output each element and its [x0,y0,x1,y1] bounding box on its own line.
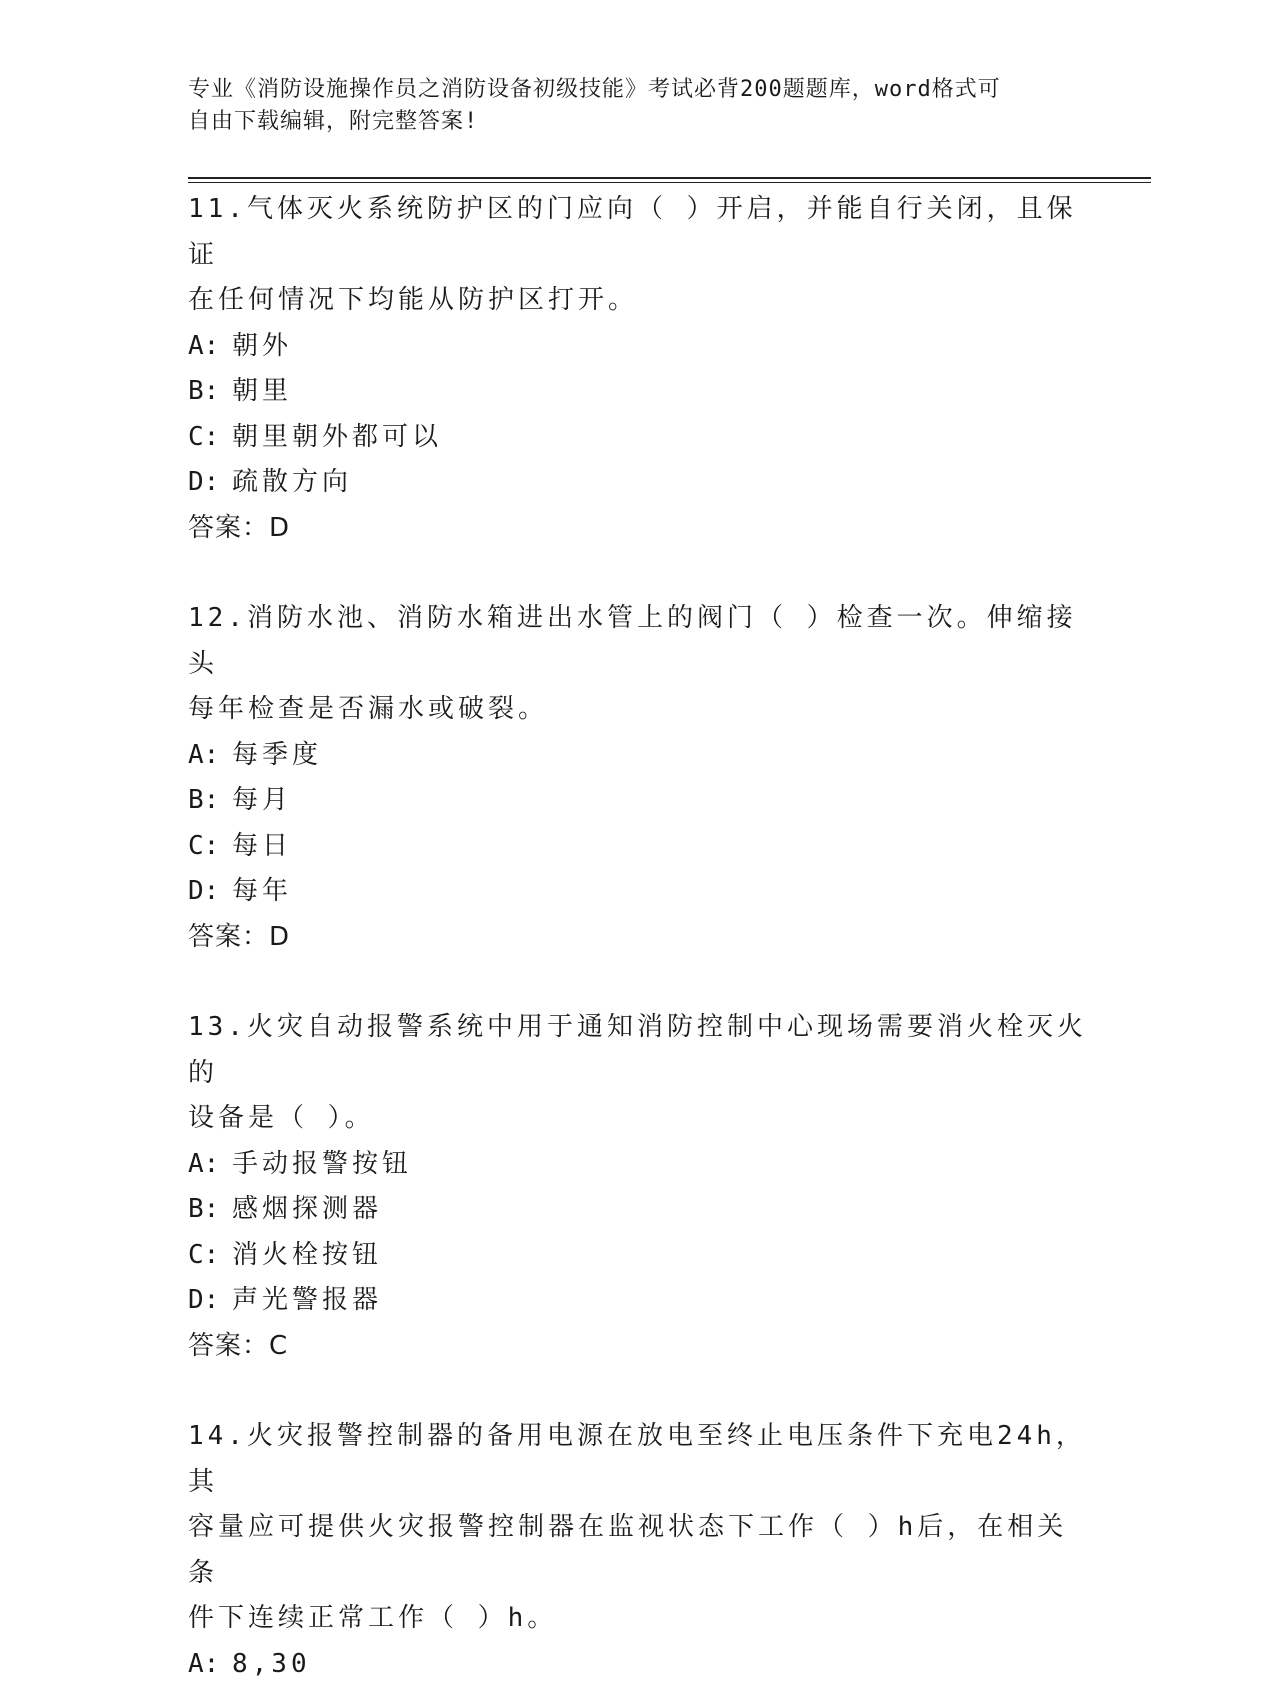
option-text: 每月 [232,785,292,815]
option-label: A: [188,324,232,370]
option-d [188,1278,1088,1324]
question-stem-line: 13.火灾自动报警系统中用于通知消防控制中心现场需要消火栓灭火的 [188,1005,1088,1096]
question-11 [188,187,1088,551]
option-a [188,324,1088,370]
question-stem-line: 11.气体灭火系统防护区的门应向（ ）开启，并能自行关闭，且保证 [188,187,1088,278]
option-text: 消火栓按钮 [232,1240,382,1270]
option-label: A: [188,1642,232,1687]
option-label: A: [188,1142,232,1188]
option-c [188,1233,1088,1279]
header-line-1: 专业《消防设施操作员之消防设备初级技能》考试必背200题题库，word格式可 [188,74,1088,106]
option-a [188,733,1088,779]
option-text: 朝外 [232,331,292,361]
question-stem-line: 设备是（ ）。 [188,1096,1088,1142]
question-list [188,187,1088,1687]
question-spacer [188,551,1088,596]
option-label: B: [188,369,232,415]
question-spacer [188,1369,1088,1414]
option-text: 手动报警按钮 [232,1149,412,1179]
option-text: 每年 [232,876,292,906]
question-stem-line: 在任何情况下均能从防护区打开。 [188,278,1088,324]
option-b [188,369,1088,415]
question-stem-line: 12.消防水池、消防水箱进出水管上的阀门（ ）检查一次。伸缩接头 [188,596,1088,687]
option-c [188,415,1088,461]
question-14 [188,1414,1088,1687]
option-text: 感烟探测器 [232,1194,382,1224]
option-label: C: [188,824,232,870]
option-label: C: [188,1233,232,1279]
question-stem-line: 件下连续正常工作（ ）h。 [188,1596,1088,1642]
question-stem-line: 容量应可提供火灾报警控制器在监视状态下工作（ ）h后，在相关条 [188,1505,1088,1596]
option-label: D: [188,869,232,915]
question-spacer [188,960,1088,1005]
option-b [188,778,1088,824]
option-label: A: [188,733,232,779]
option-text: 每季度 [232,740,322,770]
option-label: D: [188,460,232,506]
option-text: 疏散方向 [232,467,352,497]
option-label: B: [188,1187,232,1233]
document-header [188,74,1088,138]
question-12 [188,596,1088,960]
option-text: 8,30 [232,1649,311,1679]
option-label: C: [188,415,232,461]
option-a [188,1642,1088,1687]
option-label: B: [188,778,232,824]
question-13 [188,1005,1088,1369]
header-rule-thin [188,182,1151,183]
option-c [188,824,1088,870]
answer-line: 答案：C [188,1324,1088,1370]
question-stem-line: 每年检查是否漏水或破裂。 [188,687,1088,733]
answer-line: 答案：D [188,915,1088,961]
option-label: D: [188,1278,232,1324]
header-line-2: 自由下载编辑，附完整答案! [188,106,1088,138]
question-stem-line: 14.火灾报警控制器的备用电源在放电至终止电压条件下充电24h，其 [188,1414,1088,1505]
option-b [188,1187,1088,1233]
option-a [188,1142,1088,1188]
option-text: 声光警报器 [232,1285,382,1315]
answer-line: 答案：D [188,506,1088,552]
option-d [188,460,1088,506]
option-text: 朝里朝外都可以 [232,422,442,452]
option-text: 朝里 [232,376,292,406]
option-text: 每日 [232,831,292,861]
header-rule-thick [188,177,1151,179]
option-d [188,869,1088,915]
